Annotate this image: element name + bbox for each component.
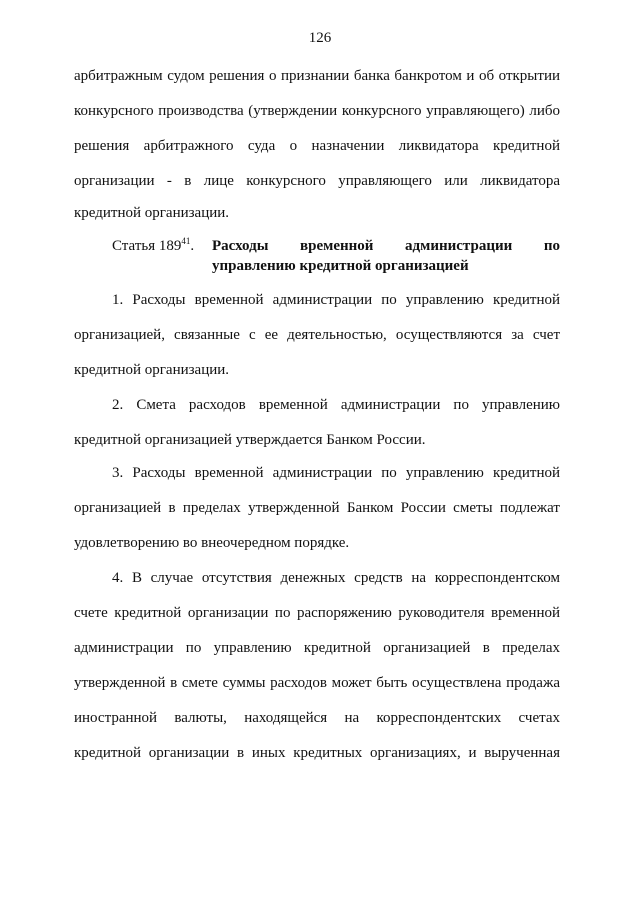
paragraph-4-line: кредитной организации в иных кредитных организациях, и вырученная: [74, 745, 560, 761]
article-title-line: Расходы временной администрации по: [212, 238, 560, 254]
paragraph-2-line: 2. Смета расходов временной администрации по управлению: [112, 397, 560, 413]
article-number: Статья $189^{41}$.: [112, 236, 195, 254]
continuation-line: решения арбитражного суда о назначении ликвидатора кредитной: [74, 138, 560, 154]
paragraph-4-line: администрации по управлению кредитной организацией в пределах: [74, 640, 560, 656]
paragraph-1-line: кредитной организации.: [74, 362, 230, 378]
article-number-superscript: 41: [181, 236, 191, 246]
continuation-line: кредитной организации.: [74, 205, 230, 221]
paragraph-1-line: организацией, связанные с ее деятельностью, осуществляются за счет: [74, 327, 560, 343]
paragraph-1-line: 1. Расходы временной администрации по управлению кредитной: [112, 292, 560, 308]
continuation-line: арбитражным судом решения о признании банка банкротом и об открытии: [74, 68, 560, 84]
paragraph-3-line: удовлетворению во внеочередном порядке.: [74, 535, 350, 551]
continuation-line: организации - в лице конкурсного управляющего или ликвидатора: [74, 173, 560, 189]
paragraph-2-line: кредитной организацией утверждается Банком России.: [74, 432, 426, 448]
article-title-line: управлению кредитной организацией: [212, 258, 469, 274]
paragraph-3-line: организацией в пределах утвержденной Банком России сметы подлежат: [74, 500, 560, 516]
page-number: 126: [308, 30, 332, 46]
paragraph-4-line: иностранной валюты, находящейся на корреспондентских счетах: [74, 710, 560, 726]
continuation-line: конкурсного производства (утверждении конкурсного управляющего) либо: [74, 103, 560, 119]
paragraph-3-line: 3. Расходы временной администрации по управлению кредитной: [112, 465, 560, 481]
paragraph-4-line: утвержденной в смете суммы расходов может быть осуществлена продажа: [74, 675, 560, 691]
paragraph-4-line: счете кредитной организации по распоряжению руководителя временной: [74, 605, 560, 621]
paragraph-4-line: 4. В случае отсутствия денежных средств на корреспондентском: [112, 570, 560, 586]
